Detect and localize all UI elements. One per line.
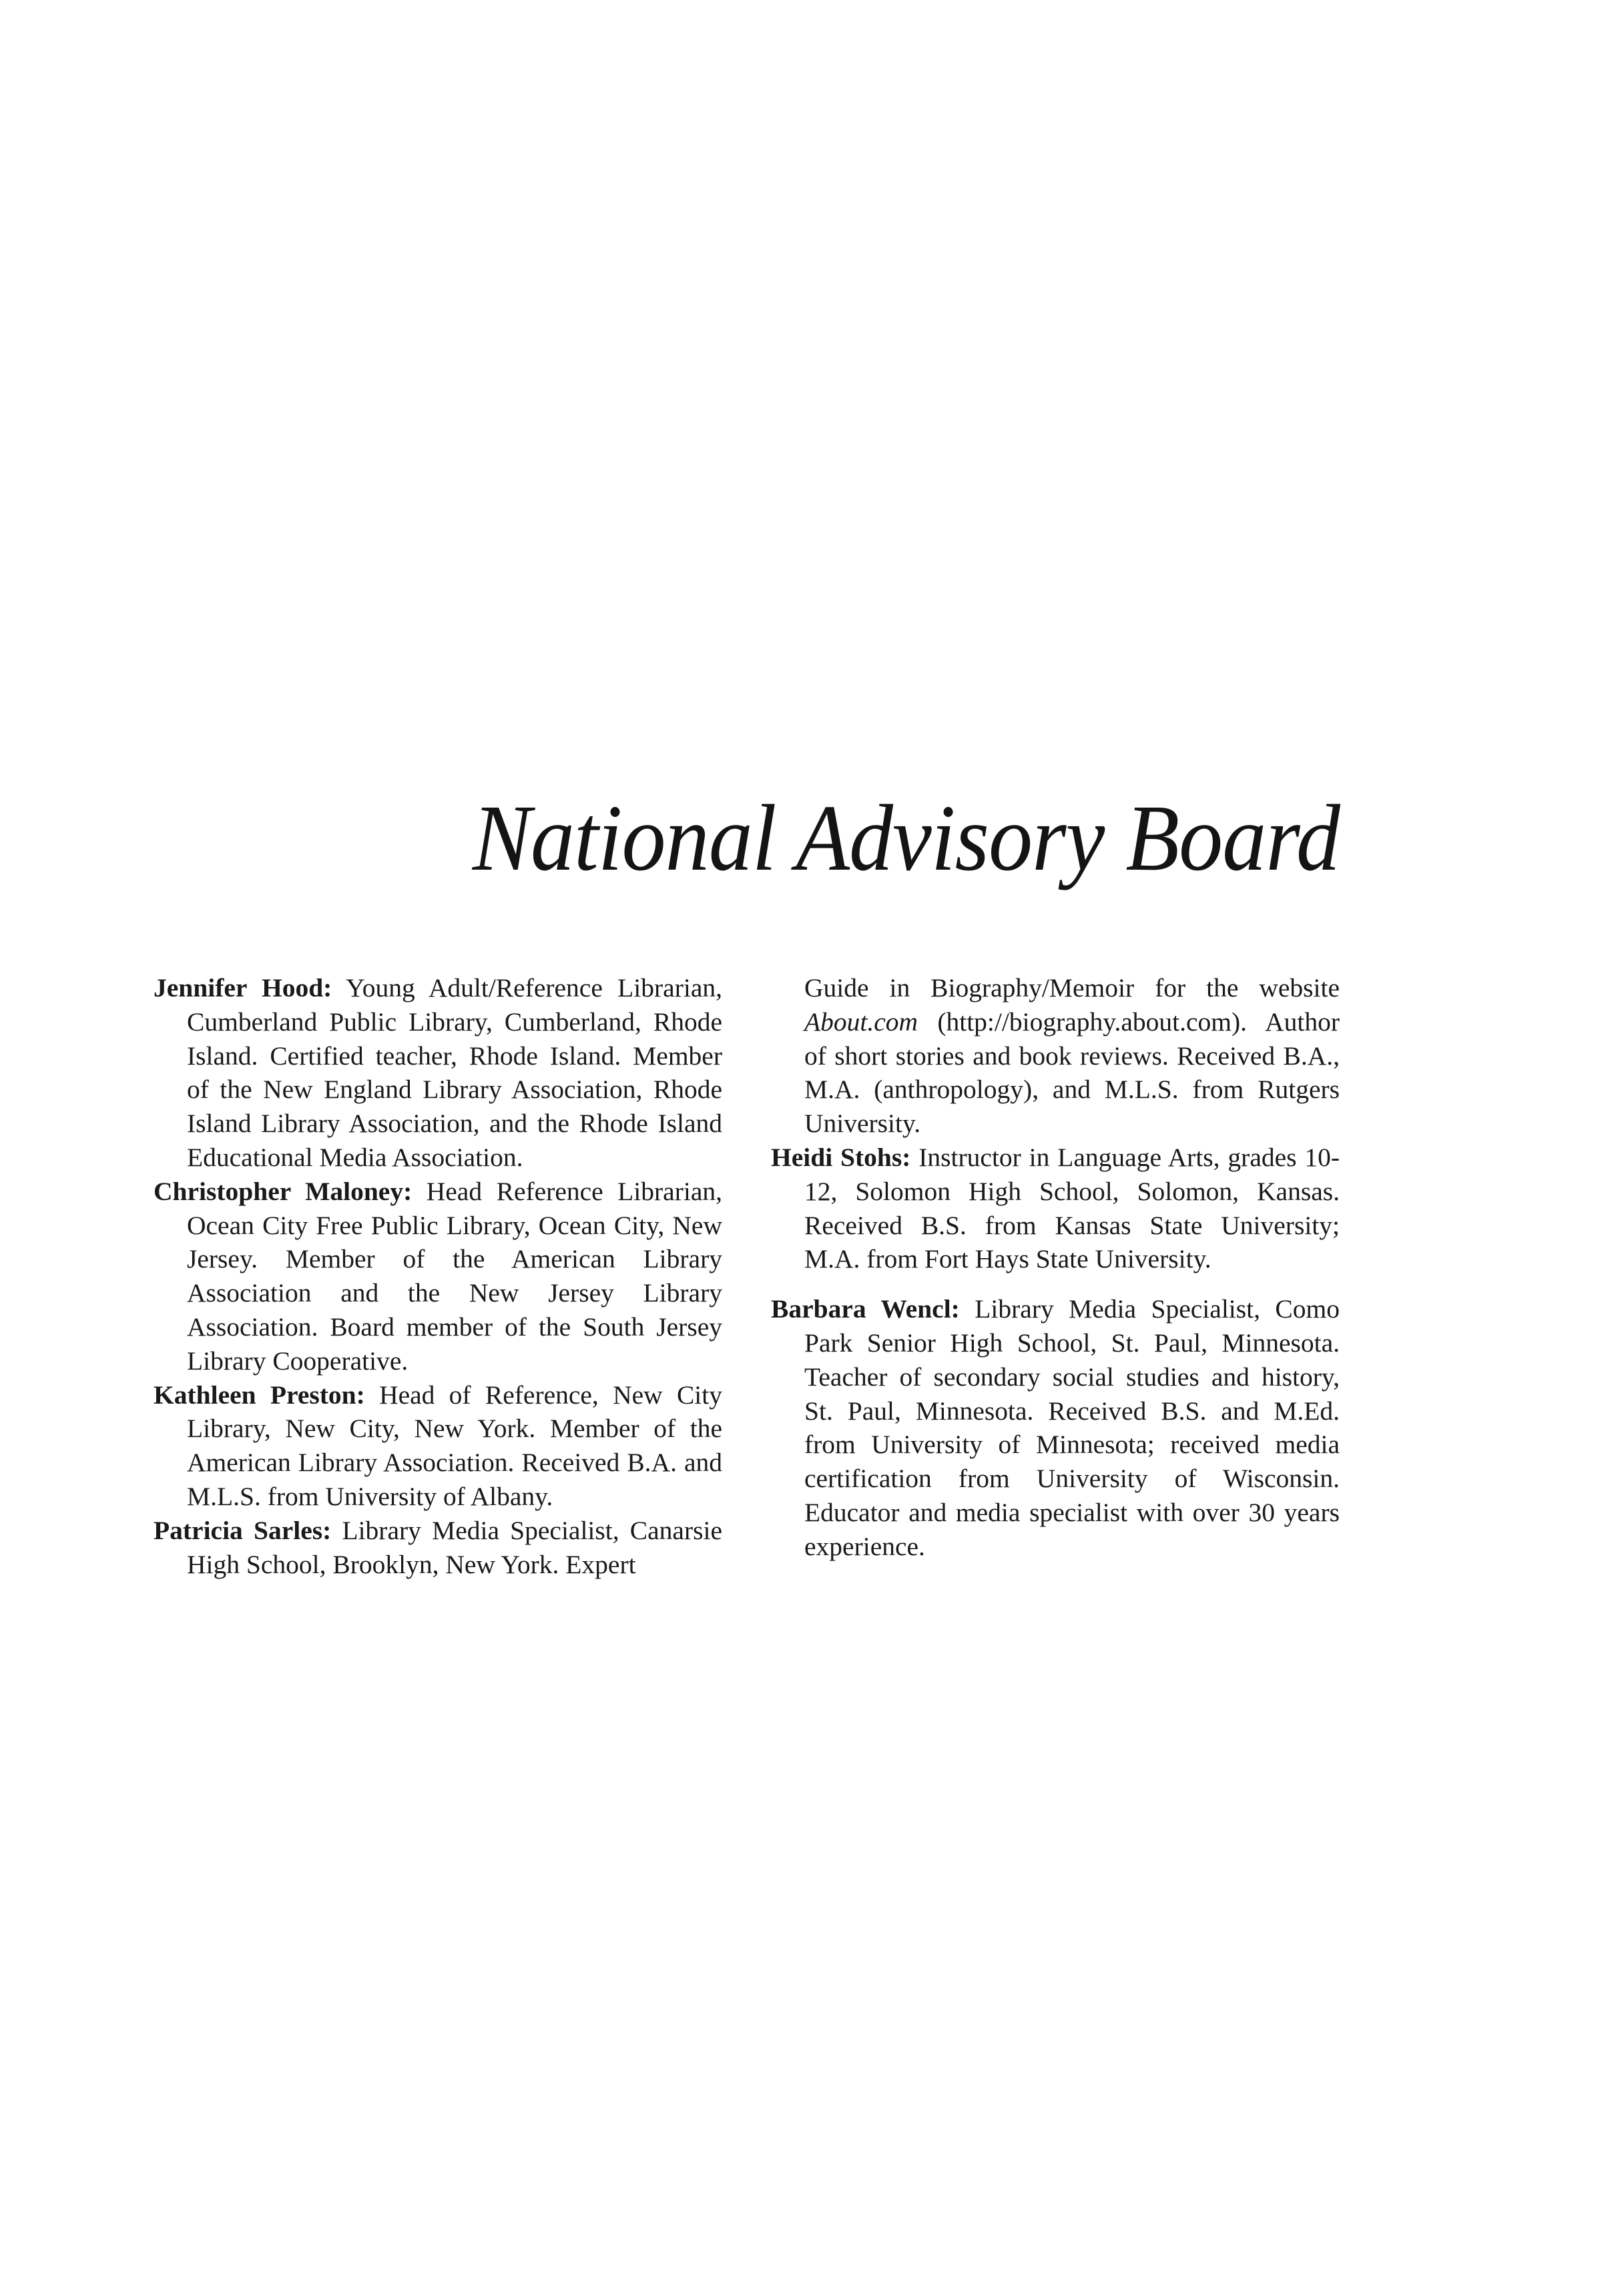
page-title: National Advisory Board [472, 785, 1340, 890]
board-member-entry [154, 1175, 722, 1378]
member-bio: Library Media Specialist, Canarsie High School, Brooklyn, New York. Expert [187, 1515, 722, 1579]
member-bio-continued: (http://biography.about.com). Author of short stories and book reviews. Received B.A., M.A. (anthropology), and M.L.S. from Rutgers University. [804, 1007, 1340, 1139]
member-name: Patricia Sarles: [154, 1515, 332, 1545]
member-bio-continued: Guide in Biography/Memoir for the website [804, 973, 1340, 1002]
right-column [771, 971, 1340, 1564]
board-member-entry-continuation [771, 971, 1340, 1141]
member-name: Kathleen Preston: [154, 1380, 365, 1410]
member-name: Heidi Stohs: [771, 1142, 911, 1172]
member-name: Christopher Maloney: [154, 1176, 413, 1206]
member-bio: Instructor in Language Arts, grades 10-12, Solomon High School, Solomon, Kansas. Received B.S. from Kansas State University; M.A. from Fort Hays State University. [804, 1142, 1340, 1274]
board-member-entry [771, 1292, 1340, 1563]
board-member-entry [154, 971, 722, 1175]
member-bio: Young Adult/Reference Librarian, Cumberland Public Library, Cumberland, Rhode Island. Certified teacher, Rhode Island. Member of the New England Library Association, Rhode Island Library Association, and the Rhode Island Educational Media Association. [187, 973, 722, 1172]
board-member-entry [154, 1378, 722, 1514]
board-member-entry [154, 1514, 722, 1582]
website-name: About.com [804, 1007, 918, 1037]
member-name: Barbara Wencl: [771, 1294, 960, 1324]
board-member-entry [771, 1141, 1340, 1276]
member-bio: Head of Reference, New City Library, New City, New York. Member of the American Library Association. Received B.A. and M.L.S. from University of Albany. [187, 1380, 723, 1511]
left-column [154, 971, 722, 1581]
member-bio: Head Reference Librarian, Ocean City Free Public Library, Ocean City, New Jersey. Member of the American Library Association and the New Jersey Library Association. Board member of the South Jersey Library Cooperative. [187, 1176, 722, 1376]
member-bio: Library Media Specialist, Como Park Senior High School, St. Paul, Minnesota. Teacher of secondary social studies and history, St. Paul, Minnesota. Received B.S. and M.Ed. from University of Minnesota; received media certification from University of Wisconsin. Educator and media specialist with over 30 years experience. [804, 1294, 1340, 1561]
member-name: Jennifer Hood: [154, 973, 332, 1002]
